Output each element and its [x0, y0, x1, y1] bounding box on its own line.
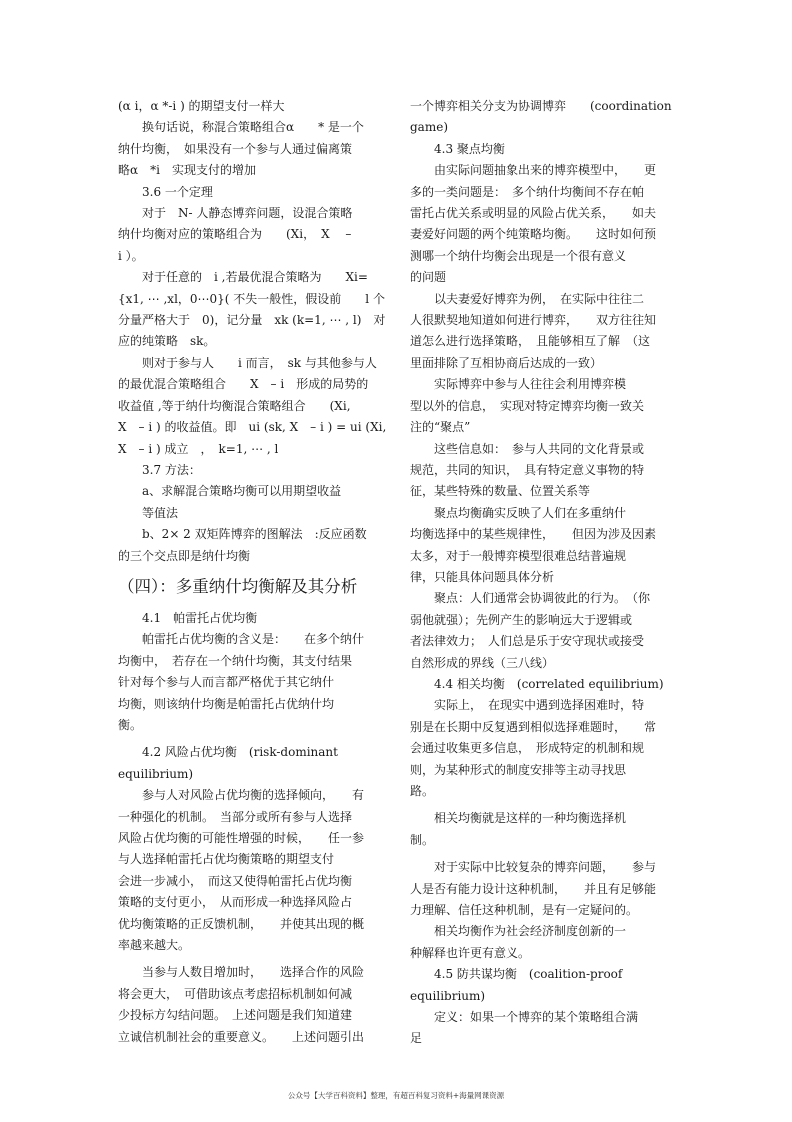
text-line: 人很默契地知道如何进行博弈， 双方往往知: [410, 313, 657, 328]
page-footer: 公众号【大学百科资料】整理，有超百科复习资料+海量网课资源: [287, 1091, 505, 1100]
text-line: 应的纯策略 sk。: [118, 334, 216, 349]
text-line: 力理解、信任这种机制，是有一定疑问的。: [410, 903, 639, 918]
text-line: 者法律效力； 人们总是乐于安守现状或接受: [410, 634, 645, 649]
text-line: 均衡，则该纳什均衡是帕雷托占优纳什均: [118, 696, 335, 711]
text-line: 对于任意的 i ,若最优混合策略为 Xi=: [118, 270, 368, 285]
text-line: 纳什均衡对应的策略组合为 (Xi， X –: [118, 227, 352, 242]
text-line: 率越来越大。: [118, 938, 191, 953]
text-line: 路。: [410, 784, 435, 798]
text-line: 律，只能具体问题具体分析: [410, 569, 555, 584]
text-line: 定义：如果一个博弈的某个策略组合满: [410, 1010, 639, 1025]
text-line: 征，某些特殊的数量、位置关系等: [410, 484, 591, 499]
text-line: 对于实际中比较复杂的博弈问题， 参与: [410, 860, 657, 875]
text-line: 太多，对于一般博弈模型很难总结普遍规: [410, 548, 627, 563]
text-line: 换句话说，称混合策略组合α * 是一个: [118, 120, 364, 135]
text-line: 会通过收集更多信息， 形成特定的机制和规: [410, 741, 645, 756]
text-line: 分量严格大于 0)，记分量 xk (k=1, ⋯ , l) 对: [118, 313, 386, 328]
text-line: 与人选择帕雷托占优均衡策略的期望支付: [118, 852, 335, 867]
text-line: 里面排除了互相协商后达成的一致）: [410, 355, 603, 370]
text-line: 等值法: [118, 505, 179, 520]
text-line: X – i ) 成立 ， k=1, ⋯ , l: [118, 441, 279, 456]
text-line: 帕雷托占优均衡的含义是： 在多个纳什: [118, 632, 365, 647]
text-line: 实际上， 在现实中遇到选择困难时，特: [410, 698, 645, 713]
text-line: X – i ) 的收益值。即 ui (sk, X – i ) = ui (Xi,: [118, 420, 387, 435]
text-line: 均衡选择中的某些规律性， 但因为涉及因素: [410, 527, 657, 542]
text-line: 的问题: [410, 270, 447, 285]
text-line: a、求解混合策略均衡可以用期望收益: [118, 484, 342, 499]
text-line: equilibrium): [118, 766, 194, 781]
text-line: 将会更大， 可借助该点考虑招标机制如何减: [118, 986, 353, 1001]
text-line: 优均衡策略的正反馈机制， 并使其出现的概: [118, 916, 365, 931]
text-line: game): [410, 120, 448, 135]
text-line: 以夫妻爱好博弈为例， 在实际中往往二: [410, 291, 645, 306]
text-line: 妻爱好问题的两个纯策略均衡。 这时如何预: [410, 227, 657, 242]
text-line: 则，为某种形式的制度安排等主动寻找思: [410, 762, 627, 777]
text-line: 人是否有能力设计这种机制， 并且有足够能: [410, 881, 657, 896]
section-heading-4-4: 4.4 相关均衡 (correlated equilibrium): [410, 676, 664, 691]
text-line: (α i，α *-i ) 的期望支付一样大: [118, 99, 285, 113]
text-line: 多的一类问题是： 多个纳什均衡间不存在帕: [410, 184, 645, 199]
text-line: 一种强化的机制。 当部分或所有参与人选择: [118, 809, 353, 824]
chapter-heading: （四）：多重纳什均衡解及其分析: [118, 576, 358, 596]
text-line: 略α *i 实现支付的增加: [118, 163, 256, 178]
text-line: i ）。: [118, 248, 144, 263]
text-line: b、2× 2 双矩阵博弈的图解法 :反应函数: [118, 527, 367, 542]
text-line: 实际博弈中参与人往往会利用博弈模: [410, 377, 627, 392]
section-heading-4-5: 4.5 防共谋均衡 (coalition-proof: [410, 967, 623, 982]
text-line: 制。: [410, 832, 435, 847]
section-heading-4-1: 4.1 帕雷托占优均衡: [118, 610, 258, 625]
text-line: 策略的支付更小， 从而形成一种选择风险占: [118, 895, 353, 910]
text-line: 这些信息如： 参与人共同的文化背景或: [410, 441, 645, 456]
text-line: 衡。: [118, 717, 143, 732]
text-line: 的最优混合策略组合 X – i 形成的局势的: [118, 377, 369, 392]
section-heading-4-3: 4.3 聚点均衡: [410, 141, 505, 156]
text-line: 足: [410, 1031, 423, 1046]
text-line: 的三个交点即是纳什均衡: [118, 548, 251, 563]
text-line: 种解释也许更有意义。: [410, 945, 531, 960]
text-line: {x1, ⋯ ,xl，0⋯0}( 不失一般性，假设前 l 个: [118, 291, 385, 306]
text-line: 一个博弈相关分支为协调博弈 (coordination: [410, 99, 672, 113]
text-line: 规范，共同的知识， 具有特定意义事物的特: [410, 462, 645, 477]
section-heading-3-6: 3.6 一个定理: [118, 184, 213, 199]
text-line: 针对每个参与人而言都严格优于其它纳什: [118, 675, 335, 690]
text-line: 测哪一个纳什均衡会出现是一个很有意义: [410, 248, 627, 263]
right-column: [410, 96, 672, 1050]
section-heading-3-7: 3.7 方法：: [118, 462, 201, 477]
text-line: 少投标方勾结问题。 上述问题是我们知道建: [118, 1008, 353, 1023]
section-heading-4-2: 4.2 风险占优均衡 (risk-dominant: [118, 745, 338, 760]
text-line: 会进一步减小， 而这又使得帕雷托占优均衡: [118, 873, 353, 888]
text-line: 相关均衡就是这样的一种均衡选择机: [410, 811, 627, 826]
text-line: 道怎么进行选择策略， 且能够相互了解 （这: [410, 334, 651, 349]
text-line: 由实际问题抽象出来的博弈模型中， 更: [410, 163, 657, 178]
text-line: 风险占优均衡的可能性增强的时候， 任一参: [118, 831, 365, 845]
text-line: equilibrium): [410, 988, 486, 1003]
text-line: 收益值 ,等于纳什均衡混合策略组合 (Xi,: [118, 398, 351, 413]
text-line: 立诚信机制社会的重要意义。 上述问题引出: [118, 1029, 365, 1044]
text-line: 均衡中， 若存在一个纳什均衡，其支付结果: [118, 653, 353, 668]
text-line: 则对于参与人 i 而言， sk 与其他参与人: [118, 355, 377, 370]
text-line: 纳什均衡， 如果没有一个参与人通过偏离策: [118, 141, 353, 156]
text-line: 聚点均衡确实反映了人们在多重纳什: [410, 505, 627, 520]
text-line: 型以外的信息， 实现对特定博弈均衡一致关: [410, 398, 645, 413]
text-line: 弱他就强）；先例产生的影响远大于逻辑或: [410, 612, 633, 627]
text-line: 相关均衡作为社会经济制度创新的一: [410, 924, 627, 939]
left-column: [118, 96, 387, 1048]
text-line: 别是在长期中反复遇到相似选择难题时， 常: [410, 719, 657, 734]
text-line: 聚点：人们通常会协调彼此的行为。 （你: [410, 591, 651, 606]
text-line: 注的“聚点”: [410, 420, 471, 435]
text-line: 雷托占优关系或明显的风险占优关系， 如夫: [410, 206, 657, 221]
text-line: 当参与人数目增加时， 选择合作的风险: [118, 965, 365, 980]
text-line: 参与人对风险占优均衡的选择倾向， 有: [118, 788, 365, 803]
text-line: 对于 N- 人静态博弈问题，设混合策略: [118, 206, 353, 221]
text-line: 自然形成的界线（三八线）: [410, 655, 555, 670]
